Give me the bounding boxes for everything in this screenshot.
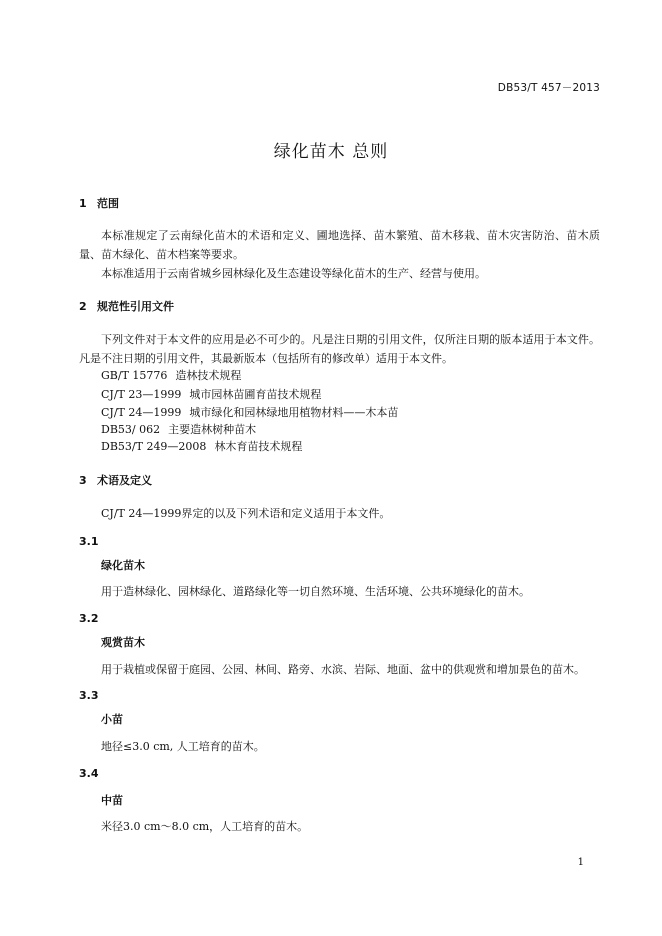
term-definition: 地径≤3.0 cm, 人工培育的苗木。 (101, 740, 265, 753)
references-intro: 下列文件对于本文件的应用是必不可少的。凡是注日期的引用文件，仅所注日期的版本适用于本文件。凡是不注日期的引用文件，其最新版本（包括所有的修改单）适用于本文件。 (79, 333, 600, 365)
term-number: 3.3 (79, 689, 99, 702)
term-definition: 用于栽植或保留于庭园、公园、林间、路旁、水滨、岩际、地面、盆中的供观赏和增加景色的苗木。 (101, 663, 585, 676)
reference-title: 城市绿化和园林绿地用植物材料——木本苗 (189, 406, 399, 419)
term-name: 绿化苗木 (101, 559, 145, 572)
section-3-heading (79, 472, 152, 488)
reference-code: CJ/T 24—1999 (101, 406, 182, 419)
term-number: 3.1 (79, 535, 99, 548)
page-title: 绿化苗木 总则 (273, 142, 389, 162)
reference-item (101, 385, 321, 404)
section-title: 术语及定义 (97, 474, 152, 487)
section-2-heading (79, 298, 174, 314)
reference-code: DB53/ 062 (101, 423, 161, 436)
section-number: 1 (79, 197, 87, 210)
term-definition: 米径3.0 cm～8.0 cm，人工培育的苗木。 (101, 820, 309, 833)
term-name: 观赏苗木 (101, 636, 145, 649)
reference-item (101, 366, 241, 385)
reference-code: CJ/T 23—1999 (101, 388, 182, 401)
reference-item (101, 437, 302, 456)
section-title: 规范性引用文件 (97, 300, 174, 313)
reference-code: GB/T 15776 (101, 369, 168, 382)
terms-intro: CJ/T 24—1999界定的以及下列术语和定义适用于本文件。 (101, 507, 391, 520)
document-number: DB53/T 457－2013 (497, 82, 600, 94)
scope-paragraph-2: 本标准适用于云南省城乡园林绿化及生态建设等绿化苗木的生产、经营与使用。 (101, 267, 486, 280)
section-title: 范围 (97, 197, 119, 210)
scope-paragraph-1: 本标准规定了云南绿化苗木的术语和定义、圃地选择、苗木繁殖、苗木移栽、苗木灾害防治、苗木质量、苗木绿化、苗木档案等要求。 (79, 229, 600, 261)
term-definition: 用于造林绿化、园林绿化、道路绿化等一切自然环境、生活环境、公共环境绿化的苗木。 (101, 585, 530, 598)
reference-title: 城市园林苗圃育苗技术规程 (189, 388, 322, 401)
section-number: 3 (79, 474, 87, 487)
section-1-heading (79, 195, 119, 211)
reference-title: 主要造林树种苗木 (168, 423, 257, 436)
reference-title: 造林技术规程 (175, 369, 242, 382)
term-number: 3.2 (79, 612, 99, 625)
section-number: 2 (79, 300, 87, 313)
reference-title: 林木育苗技术规程 (214, 440, 303, 453)
term-number: 3.4 (79, 767, 99, 780)
term-name: 中苗 (101, 794, 123, 807)
page-number: 1 (577, 857, 584, 868)
term-name: 小苗 (101, 713, 123, 726)
reference-code: DB53/T 249—2008 (101, 440, 207, 453)
